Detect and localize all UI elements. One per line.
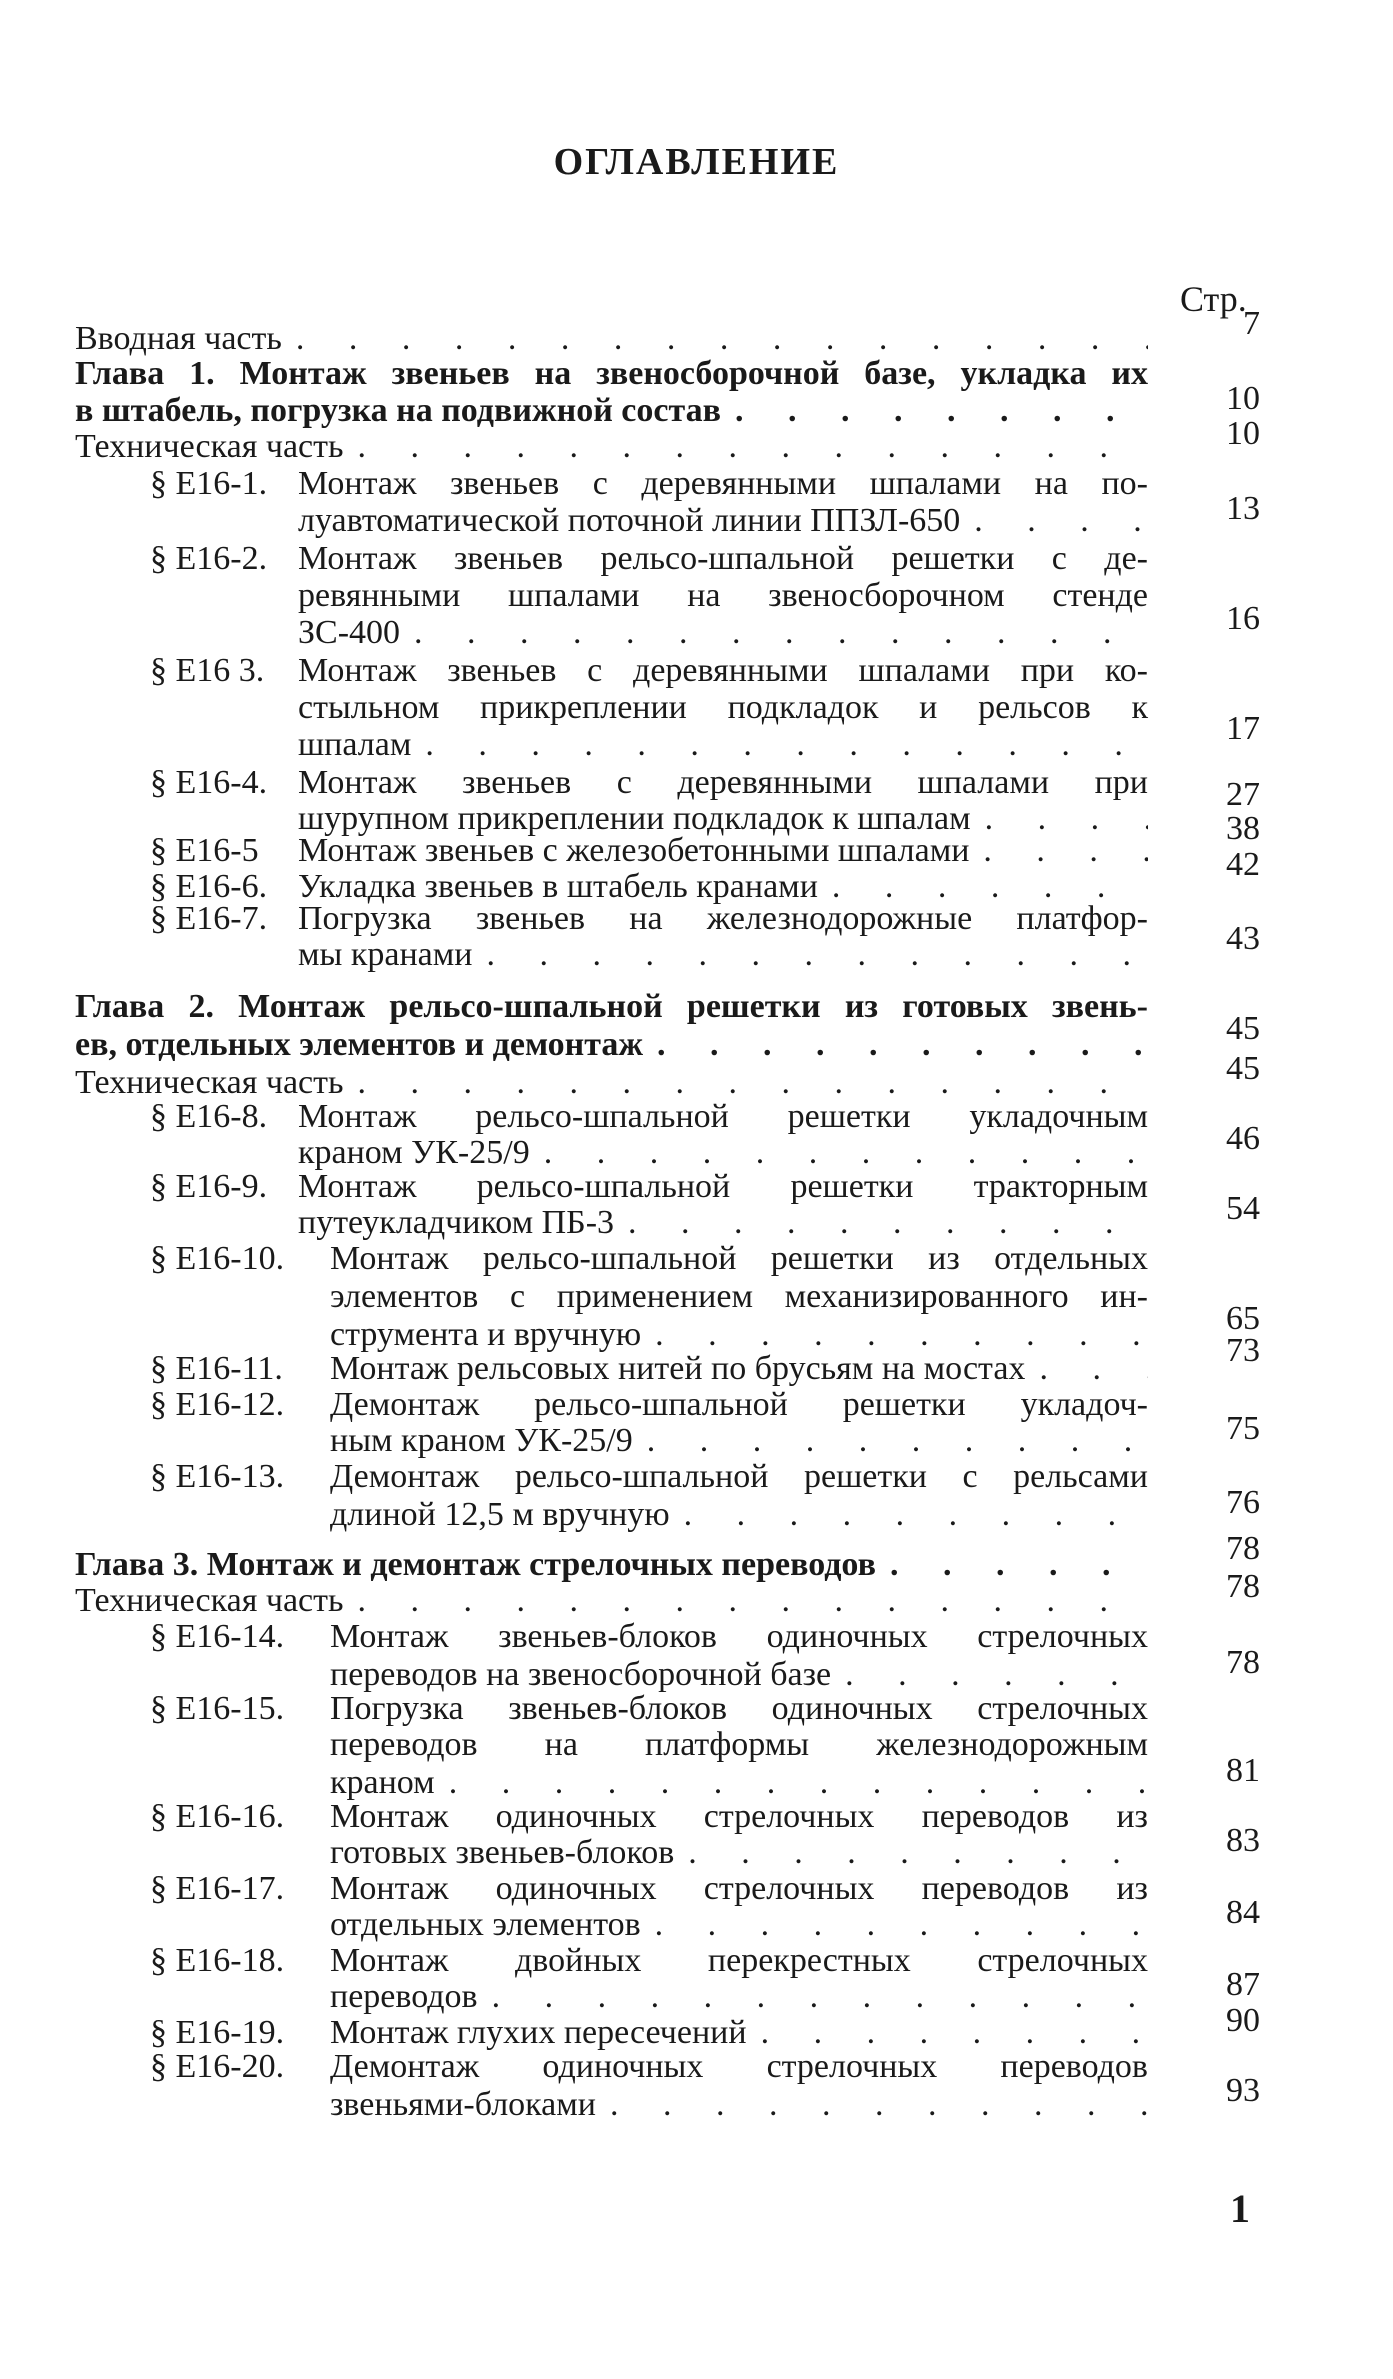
dot-leader — [344, 1064, 1148, 1102]
toc-entry-text: Монтаж рельсовых нитей по брусьям на мостах — [330, 1350, 1026, 1387]
toc-entry-line[interactable]: элементов с применением механизированного ин- — [330, 1278, 1148, 1315]
toc-entry-line[interactable] — [298, 614, 1148, 652]
toc-entry-line[interactable] — [330, 1834, 1148, 1872]
toc-section-number: § Е16-7. — [150, 900, 268, 937]
dot-leader — [674, 1834, 1148, 1872]
toc-entry-text: луавтоматической поточной линии ППЗЛ-650 — [298, 502, 961, 539]
toc-entry-text: Монтаж звеньев с железобетонными шпалами — [298, 832, 970, 869]
toc-page-ref: 43 — [1226, 920, 1260, 957]
toc-entry-line[interactable] — [75, 428, 1148, 466]
toc-entry-text: ЗС-400 — [298, 614, 401, 651]
toc-entry-text: звеньями-блоками — [330, 2086, 596, 2123]
toc-entry-text: Техническая часть — [75, 1064, 344, 1101]
toc-page-ref: 45 — [1226, 1050, 1260, 1087]
toc-entry-line[interactable] — [298, 832, 1148, 870]
page-title: ОГЛАВЛЕНИЕ — [553, 141, 840, 183]
toc-entry-line[interactable]: Демонтаж рельсо-шпальной решетки укладоч- — [330, 1386, 1148, 1423]
toc-entry-text: Техническая часть — [75, 1582, 344, 1619]
toc-entry-text: путеукладчиком ПБ-3 — [298, 1204, 615, 1241]
toc-section-number: § Е16-5 — [150, 832, 259, 869]
toc-section-number: § Е16-2. — [150, 540, 268, 577]
toc-page-ref: 76 — [1226, 1484, 1260, 1521]
toc-entry-line[interactable] — [330, 1316, 1148, 1354]
toc-entry-line[interactable]: Демонтаж одиночных стрелочных переводов — [330, 2048, 1148, 2085]
toc-page-ref: 78 — [1226, 1530, 1260, 1567]
toc-entry-line[interactable]: Монтаж звеньев-блоков одиночных стрелочных — [330, 1618, 1148, 1655]
toc-section-number: § Е16-9. — [150, 1168, 268, 1205]
toc-page-ref: 42 — [1226, 846, 1260, 883]
toc-section-number: § Е16-19. — [150, 2014, 285, 2051]
toc-entry-text: Вводная часть — [75, 320, 282, 357]
toc-page-ref: 17 — [1226, 710, 1260, 747]
dot-leader — [596, 2086, 1148, 2124]
toc-entry-text: отдельных элементов — [330, 1906, 641, 1943]
toc-entry-text: шпалам — [298, 726, 412, 763]
toc-section-number: § Е16-15. — [150, 1690, 285, 1727]
toc-entry-line[interactable] — [298, 1134, 1148, 1172]
dot-leader — [614, 1204, 1148, 1242]
dot-leader — [670, 1496, 1148, 1534]
toc-entry-line[interactable] — [330, 1496, 1148, 1534]
toc-page-ref: 65 — [1226, 1300, 1260, 1337]
toc-page-ref: 87 — [1226, 1966, 1260, 2003]
toc-page-ref: 93 — [1226, 2072, 1260, 2109]
toc-section-number: § Е16-13. — [150, 1458, 285, 1495]
toc-page-ref: 27 — [1226, 776, 1260, 813]
toc-entry-line[interactable] — [330, 1978, 1148, 2016]
toc-entry-line[interactable] — [330, 2086, 1148, 2124]
toc-section-number: § Е16-11. — [150, 1350, 283, 1387]
toc-entry-line[interactable] — [330, 1764, 1148, 1802]
toc-entry-line[interactable]: Монтаж рельсо-шпальной решетки укладочным — [298, 1098, 1148, 1135]
dot-leader — [530, 1134, 1148, 1172]
toc-page-ref: 7 — [1243, 305, 1260, 342]
dot-leader — [831, 1656, 1148, 1694]
toc-entry-line[interactable]: Монтаж рельсо-шпальной решетки из отдельных — [330, 1240, 1148, 1277]
toc-entry-line[interactable]: Монтаж звеньев рельсо-шпальной решетки с де- — [298, 540, 1148, 577]
toc-entry-text: переводов на звеносборочной базе — [330, 1656, 832, 1693]
toc-entry-line[interactable] — [330, 1906, 1148, 1944]
toc-page-ref: 83 — [1226, 1822, 1260, 1859]
dot-leader — [344, 428, 1148, 466]
toc-page-ref: 90 — [1226, 2002, 1260, 2039]
toc-section-number: § Е16-4. — [150, 764, 268, 801]
toc-entry-line[interactable]: Монтаж звеньев с деревянными шпалами на по- — [298, 465, 1148, 502]
toc-entry-line[interactable] — [75, 1064, 1148, 1102]
toc-entry-text: Монтаж глухих пересечений — [330, 2014, 747, 2051]
toc-entry-text: Укладка звеньев в штабель кранами — [298, 868, 818, 905]
dot-leader — [721, 392, 1148, 430]
toc-entry-line[interactable]: Монтаж одиночных стрелочных переводов из — [330, 1870, 1148, 1907]
dot-leader — [435, 1764, 1148, 1802]
toc-section-number: § Е16-12. — [150, 1386, 285, 1423]
toc-entry-line[interactable] — [330, 2014, 1148, 2052]
toc-entry-text: длиной 12,5 м вручную — [330, 1496, 670, 1533]
toc-entry-line[interactable]: Погрузка звеньев на железнодорожные платфор- — [298, 900, 1148, 937]
toc-entry-text: краном — [330, 1764, 435, 1801]
toc-section-number: § Е16-16. — [150, 1798, 285, 1835]
toc-entry-text: Техническая часть — [75, 428, 344, 465]
toc-entry-text: мы кранами — [298, 936, 473, 973]
toc-entry-line[interactable] — [298, 502, 1148, 540]
dot-leader — [282, 320, 1148, 358]
toc-section-number: § Е16-17. — [150, 1870, 285, 1907]
toc-section-number: § Е16-6. — [150, 868, 268, 905]
toc-entry-line[interactable]: Монтаж двойных перекрестных стрелочных — [330, 1942, 1148, 1979]
toc-entry-line[interactable] — [75, 1582, 1148, 1620]
toc-page-ref: 13 — [1226, 490, 1260, 527]
dot-leader — [472, 936, 1148, 974]
toc-entry-text: ным краном УК-25/9 — [330, 1422, 633, 1459]
toc-entry-line[interactable] — [330, 1422, 1148, 1460]
toc-entry-line[interactable] — [298, 936, 1148, 974]
dot-leader — [411, 726, 1148, 764]
toc-section-number: § Е16-14. — [150, 1618, 285, 1655]
toc-entry-line[interactable]: Погрузка звеньев-блоков одиночных стрелочных — [330, 1690, 1148, 1727]
page-number: 1 — [1230, 2186, 1250, 2231]
toc-entry-line[interactable] — [75, 1546, 1148, 1584]
toc-entry-text: струмента и вручную — [330, 1316, 642, 1353]
dot-leader — [344, 1582, 1148, 1620]
toc-entry-line[interactable]: Демонтаж рельсо-шпальной решетки с рельсами — [330, 1458, 1148, 1495]
toc-entry-text: ев, отдельных элементов и демонтаж — [75, 1026, 644, 1063]
toc-page-ref: 16 — [1226, 600, 1260, 637]
toc-page-ref: 78 — [1226, 1568, 1260, 1605]
toc-entry-line[interactable] — [298, 1204, 1148, 1242]
toc-page-ref: 78 — [1226, 1644, 1260, 1681]
dot-leader — [876, 1546, 1148, 1584]
dot-leader — [969, 832, 1148, 870]
toc-entry-text: в штабель, погрузка на подвижной состав — [75, 392, 721, 429]
toc-entry-text: Глава 3. Монтаж и демонтаж стрелочных переводов — [75, 1546, 876, 1583]
toc-entry-line[interactable]: стыльном прикреплении подкладок и рельсов к — [298, 689, 1148, 726]
toc-entry-text: шурупном прикреплении подкладок к шпалам — [298, 800, 971, 837]
toc-entry-line[interactable]: Монтаж рельсо-шпальной решетки тракторным — [298, 1168, 1148, 1205]
dot-leader — [641, 1906, 1148, 1944]
dot-leader — [960, 502, 1148, 540]
toc-page-ref: 38 — [1226, 810, 1260, 847]
page-column-label: Стр. — [1180, 279, 1247, 319]
toc-entry-line[interactable]: Монтаж звеньев с деревянными шпалами при — [298, 764, 1148, 801]
dot-leader — [641, 1316, 1148, 1354]
toc-page-ref: 75 — [1226, 1410, 1260, 1447]
toc-entry-text: переводов — [330, 1978, 478, 2015]
toc-page-ref: 84 — [1226, 1894, 1260, 1931]
dot-leader — [478, 1978, 1148, 2016]
toc-section-number: § Е16-8. — [150, 1098, 268, 1135]
dot-leader — [747, 2014, 1148, 2052]
toc-entry-text: краном УК-25/9 — [298, 1134, 530, 1171]
toc-page-ref: 81 — [1226, 1752, 1260, 1789]
toc-entry-line[interactable]: Глава 2. Монтаж рельсо-шпальной решетки из готовых звень- — [75, 988, 1148, 1025]
dot-leader — [643, 1026, 1148, 1064]
dot-leader — [1025, 1350, 1148, 1388]
toc-entry-line[interactable] — [330, 1656, 1148, 1694]
toc-section-number: § Е16-18. — [150, 1942, 285, 1979]
toc-section-number: § Е16 3. — [150, 652, 265, 689]
toc-page-ref: 54 — [1226, 1190, 1260, 1227]
toc-page-ref: 10 — [1226, 415, 1260, 452]
toc-entry-line[interactable]: ревянными шпалами на звеносборочном стенде — [298, 577, 1148, 614]
toc-section-number: § Е16-20. — [150, 2048, 285, 2085]
toc-entry-line[interactable] — [75, 1026, 1148, 1064]
toc-entry-line[interactable]: Монтаж одиночных стрелочных переводов из — [330, 1798, 1148, 1835]
toc-page-ref: 46 — [1226, 1120, 1260, 1157]
toc-entry-line[interactable]: Глава 1. Монтаж звеньев на звеносборочной базе, укладка их — [75, 355, 1148, 392]
toc-section-number: § Е16-1. — [150, 465, 268, 502]
toc-entry-line[interactable] — [330, 1350, 1148, 1388]
toc-entry-line[interactable]: переводов на платформы железнодорожным — [330, 1726, 1148, 1763]
toc-entry-line[interactable] — [75, 392, 1148, 430]
toc-page-ref: 10 — [1226, 380, 1260, 417]
toc-entry-text: готовых звеньев-блоков — [330, 1834, 675, 1871]
toc-entry-line[interactable]: Монтаж звеньев с деревянными шпалами при ко- — [298, 652, 1148, 689]
toc-entry-line[interactable] — [298, 726, 1148, 764]
toc-entry-line[interactable] — [75, 320, 1148, 358]
toc-section-number: § Е16-10. — [150, 1240, 285, 1277]
dot-leader — [633, 1422, 1148, 1460]
toc-page-ref: 73 — [1226, 1332, 1260, 1369]
dot-leader — [400, 614, 1148, 652]
toc-page-ref: 45 — [1226, 1010, 1260, 1047]
